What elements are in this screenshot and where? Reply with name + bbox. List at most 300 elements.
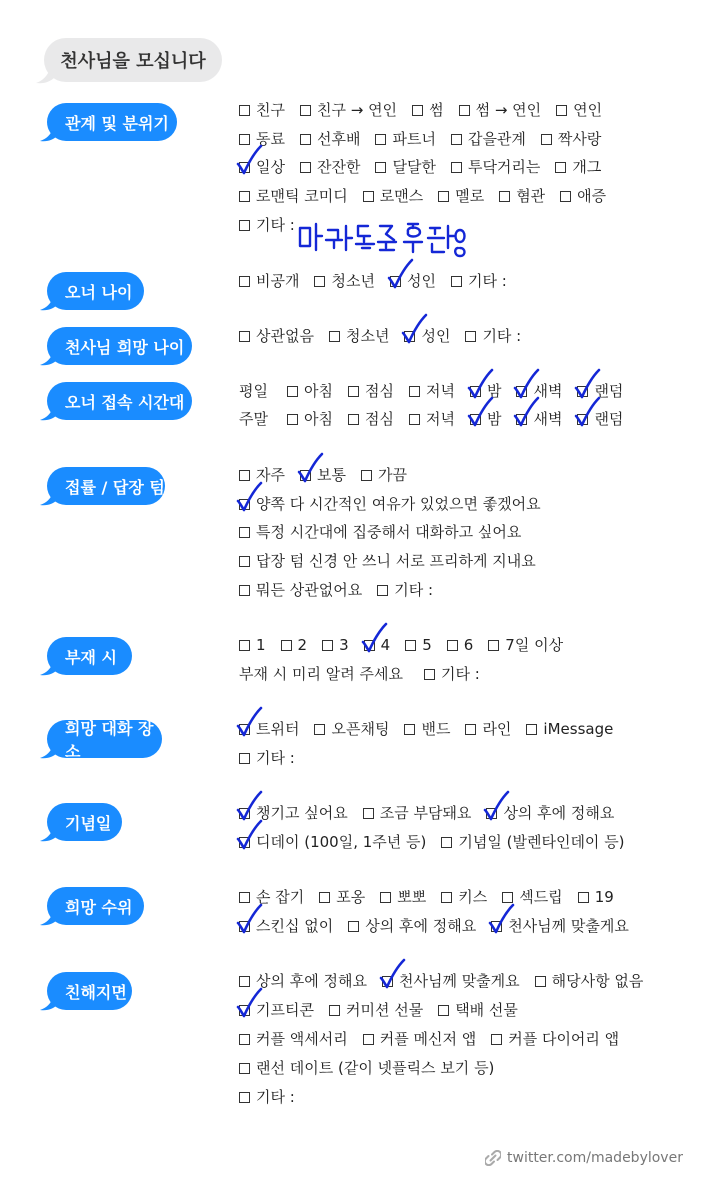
checkbox[interactable] (239, 585, 250, 596)
checkbox-label: 새벽 (533, 382, 563, 400)
checkbox[interactable] (300, 134, 311, 145)
page-title-bubble-tail (36, 68, 56, 84)
checkbox-label: 혐관 (516, 187, 546, 205)
checkbox-label: 보통 (316, 466, 346, 484)
checkbox[interactable] (239, 220, 250, 231)
checkbox-label: 기타 : (482, 327, 522, 345)
option-row (239, 551, 551, 571)
checkbox-label: 상의 후에 정해요 (256, 972, 367, 990)
section-bubble-tail (40, 997, 58, 1011)
checkbox-option[interactable] (300, 100, 397, 120)
checkbox-option[interactable] (239, 271, 299, 291)
checkbox-option[interactable] (535, 971, 644, 991)
option-row (239, 100, 617, 120)
checkbox-option[interactable] (441, 832, 624, 852)
checkbox[interactable] (441, 892, 452, 903)
checkbox-label: 랜덤 (594, 410, 624, 428)
checkbox-option[interactable] (239, 1058, 494, 1078)
checkbox[interactable] (438, 191, 449, 202)
handwritten-check-icon (235, 706, 263, 738)
checkbox-label: 잔잔한 (316, 158, 361, 176)
option-row (239, 157, 616, 177)
section-label: 희망 수위 (65, 897, 133, 917)
section-label-bubble (47, 103, 177, 141)
checkbox-option[interactable] (239, 832, 426, 852)
checkbox-label: 6 (463, 636, 474, 654)
checkbox-label: 커플 메신저 앱 (379, 1030, 477, 1048)
checkbox[interactable] (287, 386, 298, 397)
checkbox-label: 점심 (364, 410, 394, 428)
checkbox-option[interactable] (300, 129, 360, 149)
checkbox-label: 새벽 (533, 410, 563, 428)
checkbox[interactable] (491, 1034, 502, 1045)
checkbox-option[interactable] (239, 215, 295, 235)
option-row (239, 580, 448, 600)
checkbox-label: 양쪽 다 시간적인 여유가 있었으면 좋겠어요 (256, 495, 541, 513)
checkbox[interactable] (314, 276, 325, 287)
checkbox-option[interactable] (424, 664, 480, 684)
checkbox-label: 라인 (482, 720, 512, 738)
handwritten-check-icon (235, 903, 263, 935)
checkbox-option[interactable] (287, 409, 333, 429)
checkbox-option[interactable] (239, 748, 295, 768)
checkbox[interactable] (363, 1034, 374, 1045)
checkbox-label: 포옹 (336, 888, 366, 906)
checkbox-label: 답장 텀 신경 안 쓰니 서로 프리하게 지내요 (256, 552, 536, 570)
section-bubble-tail (40, 128, 58, 142)
checkbox-label: 저녁 (425, 382, 455, 400)
checkbox-option[interactable] (375, 157, 435, 177)
checkbox-option[interactable] (541, 129, 601, 149)
handwritten-check-icon (235, 819, 263, 851)
checkbox-option[interactable] (363, 1029, 476, 1049)
handwritten-check-icon (235, 790, 263, 822)
handwritten-check-icon (296, 452, 324, 484)
option-row (239, 1000, 533, 1020)
checkbox-option[interactable] (404, 719, 450, 739)
option-row (239, 1029, 634, 1049)
checkbox-option[interactable] (239, 522, 521, 542)
section-bubble-tail (40, 828, 58, 842)
checkbox-option[interactable] (239, 326, 314, 346)
footer-url: twitter.com/madebylover (507, 1150, 683, 1166)
checkbox[interactable] (441, 837, 452, 848)
checkbox-label: 기프티콘 (256, 1001, 314, 1019)
section-label-bubble (47, 887, 144, 925)
checkbox-label: 상의 후에 정해요 (503, 804, 615, 822)
checkbox[interactable] (404, 724, 415, 735)
checkbox-option[interactable] (441, 887, 487, 907)
handwritten-check-icon (235, 481, 263, 513)
checkbox-label: 7일 이상 (505, 636, 564, 654)
checkbox-option[interactable] (438, 1000, 518, 1020)
checkbox-option[interactable] (239, 1087, 295, 1107)
checkbox[interactable] (300, 105, 311, 116)
checkbox-option[interactable] (377, 580, 433, 600)
checkbox[interactable] (424, 669, 435, 680)
checkbox-option[interactable] (556, 100, 602, 120)
option-row (239, 664, 495, 684)
checkbox-option[interactable] (239, 186, 348, 206)
checkbox-label: 밤 (486, 410, 502, 428)
checkbox-label: 로맨스 (379, 187, 424, 205)
option-row (239, 887, 629, 907)
checkbox-label: 선후배 (316, 130, 361, 148)
checkbox-option[interactable] (412, 100, 444, 120)
section-bubble-tail (40, 492, 58, 506)
checkbox-label: 동료 (256, 130, 285, 148)
checkbox-option[interactable] (314, 719, 389, 739)
checkbox-label: 밤 (486, 382, 502, 400)
checkbox-label: 키스 (458, 888, 488, 906)
checkbox-label: 성인 (421, 327, 451, 345)
checkbox-option[interactable] (578, 887, 614, 907)
checkbox[interactable] (526, 724, 537, 735)
option-row (239, 748, 310, 768)
option-row (239, 271, 522, 291)
checkbox-label: 상관없음 (256, 327, 314, 345)
checkbox-option[interactable] (488, 635, 563, 655)
checkbox[interactable] (348, 414, 359, 425)
checkbox[interactable] (451, 276, 462, 287)
option-row (239, 635, 578, 655)
checkbox[interactable] (239, 1034, 250, 1045)
checkbox[interactable] (239, 331, 250, 342)
section-label: 접률 / 답장 텀 (65, 477, 165, 497)
checkbox[interactable] (451, 162, 462, 173)
checkbox-label: 멜로 (455, 187, 485, 205)
handwritten-check-icon (400, 313, 428, 345)
handwritten-check-icon (378, 958, 406, 990)
option-row (239, 803, 629, 823)
checkbox-label: 밴드 (421, 720, 451, 738)
checkbox[interactable] (541, 134, 552, 145)
handwritten-check-icon (573, 396, 601, 428)
section-label-bubble (47, 719, 162, 761)
checkbox[interactable] (555, 162, 566, 173)
checkbox-option[interactable] (363, 803, 472, 823)
checkbox[interactable] (322, 640, 333, 651)
checkbox[interactable] (560, 191, 571, 202)
checkbox-option[interactable] (348, 916, 476, 936)
checkbox[interactable] (239, 640, 250, 651)
checkbox[interactable] (361, 470, 372, 481)
section-label: 오너 나이 (65, 282, 133, 302)
option-row (239, 1058, 509, 1078)
checkbox-option[interactable] (287, 381, 333, 401)
checkbox-option[interactable] (380, 887, 426, 907)
checkbox-label: 챙기고 싶어요 (256, 804, 348, 822)
checkbox[interactable] (499, 191, 510, 202)
option-row (239, 494, 556, 514)
checkbox-option[interactable] (451, 271, 507, 291)
checkbox-option[interactable] (281, 635, 308, 655)
checkbox-label: 짝사랑 (557, 130, 602, 148)
checkbox-label: 상의 후에 정해요 (365, 917, 477, 935)
checkbox-label: 기타 : (394, 581, 434, 599)
checkbox[interactable] (363, 191, 374, 202)
checkbox[interactable] (488, 640, 499, 651)
checkbox[interactable] (329, 1005, 340, 1016)
section-label-bubble (47, 637, 132, 675)
checkbox[interactable] (363, 808, 374, 819)
checkbox-label: 택배 선물 (455, 1001, 518, 1019)
checkbox-label: 아침 (304, 382, 333, 400)
checkbox-option[interactable] (300, 157, 360, 177)
checkbox[interactable] (239, 976, 250, 987)
checkbox-label: 19 (594, 888, 614, 906)
checkbox-option[interactable] (239, 551, 536, 571)
section-label: 기념일 (65, 813, 112, 833)
checkbox-label: 개그 (572, 158, 602, 176)
checkbox[interactable] (375, 162, 386, 173)
checkbox[interactable] (329, 331, 340, 342)
checkbox-option[interactable] (405, 635, 432, 655)
handwritten-note-text: 마라맛도 환영 (296, 256, 303, 257)
checkbox-label: 커플 액세서리 (256, 1030, 348, 1048)
checkbox[interactable] (412, 105, 423, 116)
checkbox-label: iMessage (543, 720, 614, 738)
checkbox-label: 비공개 (256, 272, 300, 290)
checkbox[interactable] (239, 1063, 250, 1074)
checkbox-label: 애증 (577, 187, 607, 205)
checkbox-label: 3 (339, 636, 349, 654)
checkbox-label: 조금 부담돼요 (379, 804, 472, 822)
option-row (239, 522, 536, 542)
checkbox-label: 가끔 (377, 466, 407, 484)
checkbox[interactable] (535, 976, 546, 987)
section-bubble-tail (40, 352, 58, 366)
checkbox-label: 랜선 데이트 (같이 넷플릭스 보기 등) (256, 1059, 495, 1077)
checkbox[interactable] (287, 414, 298, 425)
checkbox[interactable] (447, 640, 458, 651)
checkbox-label: 섹드립 (519, 888, 563, 906)
checkbox-label: 점심 (364, 382, 394, 400)
checkbox[interactable] (239, 753, 250, 764)
checkbox-label: 기타 : (256, 1088, 295, 1106)
option-row (239, 186, 621, 206)
checkbox-option[interactable] (438, 186, 484, 206)
option-row (239, 1087, 310, 1107)
checkbox-label: 트위터 (256, 720, 300, 738)
option-row (239, 326, 536, 346)
checkbox-label: 친구 (256, 101, 285, 119)
handwritten-check-icon (235, 144, 263, 176)
checkbox-label: 기념일 (발렌타인데이 등) (458, 833, 625, 851)
checkbox-label: 2 (297, 636, 308, 654)
checkbox-label: 일상 (256, 158, 285, 176)
checkbox-option[interactable] (465, 326, 521, 346)
checkbox-label: 성인 (406, 272, 436, 290)
checkbox-label: 청소년 (345, 327, 390, 345)
section-label-bubble (47, 382, 192, 420)
section-label-bubble (47, 327, 192, 365)
checkbox-label: 1 (256, 636, 266, 654)
handwritten-check-icon (482, 790, 510, 822)
checkbox[interactable] (281, 640, 292, 651)
section-bubble-tail (40, 912, 58, 926)
checkbox[interactable] (377, 585, 388, 596)
section-label: 천사님 희망 나이 (65, 337, 185, 357)
section-bubble-tail (40, 745, 58, 759)
link-icon (485, 1150, 501, 1166)
checkbox-option[interactable] (499, 186, 545, 206)
checkbox-label: 친구 → 연인 (316, 101, 398, 119)
checkbox-label: 로맨틱 코미디 (256, 187, 348, 205)
checkbox-option[interactable] (361, 465, 407, 485)
section-label: 오너 접속 시간대 (65, 392, 185, 412)
checkbox[interactable] (409, 386, 420, 397)
row-prefix-label: 평일 (239, 382, 268, 400)
checkbox-option[interactable] (447, 635, 474, 655)
section-label: 부재 시 (65, 647, 117, 667)
checkbox-option[interactable] (322, 635, 349, 655)
checkbox-option[interactable] (409, 381, 455, 401)
option-row (239, 719, 628, 739)
checkbox-label: 스킨십 없이 (256, 917, 334, 935)
handwritten-note (296, 218, 472, 258)
handwritten-check-icon (360, 622, 388, 654)
checkbox-option[interactable] (348, 409, 394, 429)
checkbox[interactable] (465, 724, 476, 735)
checkbox-label: 청소년 (331, 272, 375, 290)
section-label: 희망 대화 장소 (65, 719, 154, 761)
checkbox[interactable] (405, 640, 416, 651)
checkbox[interactable] (578, 892, 589, 903)
checkbox[interactable] (239, 527, 250, 538)
checkbox-label: 5 (422, 636, 432, 654)
checkbox-option[interactable] (363, 186, 423, 206)
checkbox[interactable] (348, 386, 359, 397)
checkbox-option[interactable] (239, 494, 541, 514)
section-bubble-tail (40, 297, 58, 311)
checkbox-label: 투닥거리는 (467, 158, 541, 176)
checkbox-label: 뭐든 상관없어요 (256, 581, 363, 599)
checkbox-option[interactable] (465, 719, 511, 739)
checkbox-option[interactable] (348, 381, 394, 401)
checkbox-option[interactable] (560, 186, 606, 206)
checkbox-label: 천사님께 맞출게요 (398, 972, 520, 990)
checkbox-label: 썸 (429, 101, 444, 119)
checkbox[interactable] (438, 1005, 449, 1016)
option-row (239, 465, 422, 485)
checkbox-label: 연인 (573, 101, 603, 119)
checkbox-option[interactable] (459, 100, 542, 120)
checkbox[interactable] (239, 892, 250, 903)
section-bubble-tail (40, 407, 58, 421)
page-title-bubble (44, 38, 222, 82)
checkbox-label: 뽀뽀 (397, 888, 427, 906)
checkbox-label: 기타 : (467, 272, 507, 290)
section-label-bubble (47, 972, 132, 1010)
section-label-bubble (47, 272, 144, 310)
checkbox-label: 랜덤 (594, 382, 624, 400)
option-row (239, 832, 640, 852)
checkbox-option[interactable] (239, 635, 266, 655)
checkbox-label: 기타 : (256, 216, 295, 234)
checkbox[interactable] (319, 892, 330, 903)
checkbox-option[interactable] (319, 887, 365, 907)
checkbox[interactable] (375, 134, 386, 145)
checkbox-option[interactable] (409, 409, 455, 429)
checkbox-label: 기타 : (256, 749, 295, 767)
option-row (239, 971, 658, 991)
checkbox-label: 손 잡기 (256, 888, 305, 906)
section-label-bubble (47, 803, 122, 841)
checkbox[interactable] (556, 105, 567, 116)
checkbox[interactable] (314, 724, 325, 735)
checkbox-label: 커플 다이어리 앱 (508, 1030, 620, 1048)
handwritten-check-icon (512, 396, 540, 428)
checkbox-option[interactable] (239, 100, 285, 120)
checkbox-label: 디데이 (100일, 1주년 등) (256, 833, 427, 851)
checkbox-label: 아침 (304, 410, 333, 428)
handwritten-check-icon (386, 258, 414, 290)
checkbox-option[interactable] (526, 719, 613, 739)
checkbox[interactable] (239, 276, 250, 287)
handwritten-check-icon (235, 987, 263, 1019)
section-bubble-tail (40, 662, 58, 676)
checkbox[interactable] (348, 921, 359, 932)
checkbox-label: 오픈채팅 (331, 720, 390, 738)
page-title: 천사님을 모십니다 (60, 51, 206, 72)
row-prefix-label: 부재 시 미리 알려 주세요 (239, 665, 403, 683)
checkbox[interactable] (502, 892, 513, 903)
section-label: 관계 및 분위기 (65, 113, 169, 133)
checkbox-label: 특정 시간대에 집중해서 대화하고 싶어요 (256, 523, 522, 541)
checkbox-label: 썸 → 연인 (475, 101, 542, 119)
checkbox[interactable] (459, 105, 470, 116)
checkbox-label: 저녁 (425, 410, 455, 428)
checkbox[interactable] (239, 191, 250, 202)
checkbox-option[interactable] (451, 129, 526, 149)
checkbox-label: 해당사항 없음 (551, 972, 644, 990)
checkbox-option[interactable] (314, 271, 374, 291)
checkbox[interactable] (239, 1092, 250, 1103)
checkbox[interactable] (300, 162, 311, 173)
handwritten-check-icon (466, 396, 494, 428)
checkbox-option[interactable] (329, 326, 389, 346)
checkbox[interactable] (380, 892, 391, 903)
checkbox-label: 달달한 (392, 158, 436, 176)
checkbox-option[interactable] (451, 157, 540, 177)
section-label: 친해지면 (65, 982, 127, 1002)
footer-credit[interactable] (485, 1150, 683, 1166)
checkbox-label: 기타 : (441, 665, 480, 683)
option-row (239, 916, 644, 936)
checkbox[interactable] (239, 105, 250, 116)
checkbox-label: 커미션 선물 (345, 1001, 424, 1019)
checkbox-option[interactable] (491, 1029, 619, 1049)
checkbox-option[interactable] (375, 129, 435, 149)
checkbox[interactable] (451, 134, 462, 145)
row-prefix-label: 주말 (239, 410, 268, 428)
checkbox[interactable] (239, 556, 250, 567)
handwritten-check-icon (487, 903, 515, 935)
checkbox-label: 파트너 (392, 130, 436, 148)
checkbox-label: 자주 (256, 466, 285, 484)
checkbox-option[interactable] (329, 1000, 423, 1020)
checkbox[interactable] (409, 414, 420, 425)
checkbox-label: 4 (380, 636, 391, 654)
checkbox-option[interactable] (555, 157, 601, 177)
checkbox-option[interactable] (239, 1029, 348, 1049)
checkbox[interactable] (239, 470, 250, 481)
checkbox-label: 천사님께 맞출게요 (508, 917, 629, 935)
checkbox-option[interactable] (239, 580, 362, 600)
section-label-bubble (47, 467, 165, 505)
checkbox[interactable] (465, 331, 476, 342)
